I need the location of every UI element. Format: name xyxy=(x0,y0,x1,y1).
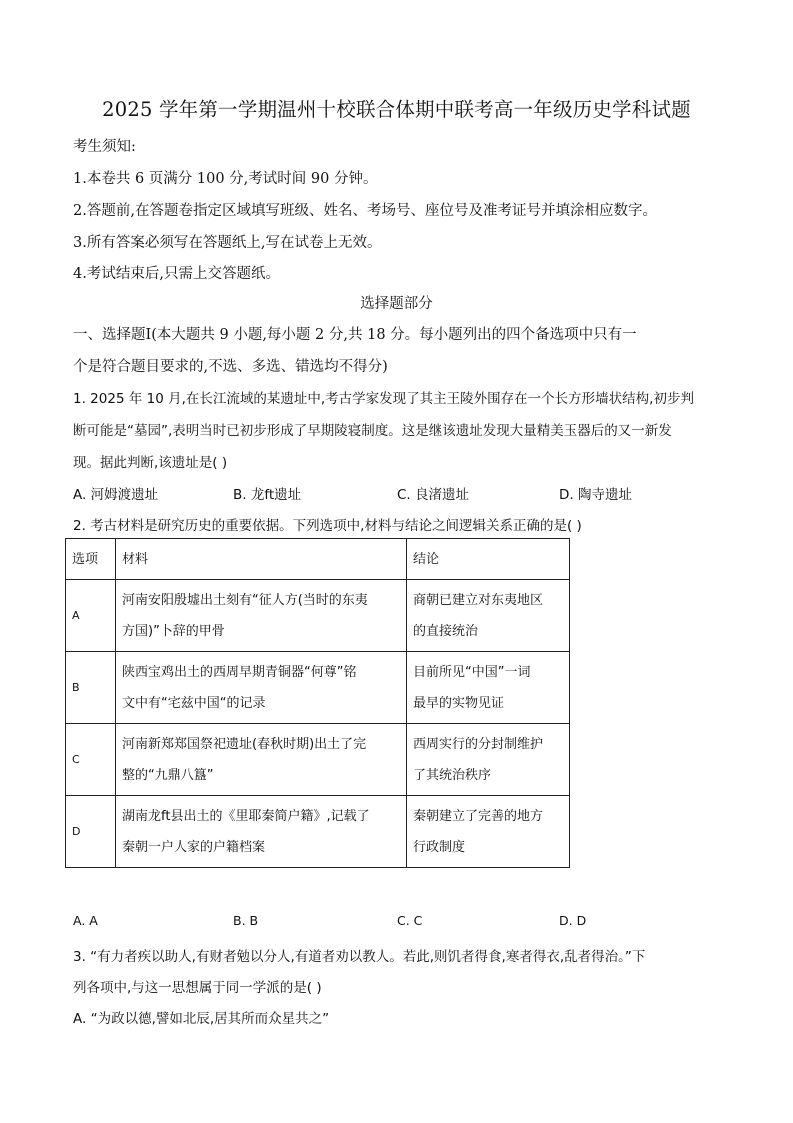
table-row xyxy=(66,580,570,652)
table-header-row xyxy=(66,539,570,580)
table-row xyxy=(66,652,570,724)
q3-option-a[interactable]: A. “为政以德,譬如北辰,居其所而众星共之” xyxy=(73,1011,330,1027)
notice-item-1: 1.本卷共 6 页满分 100 分,考试时间 90 分钟。 xyxy=(73,171,378,187)
conclusion-line: 商朝已建立对东夷地区 xyxy=(413,592,544,608)
material-line: 文中有“宅兹中国“的记录 xyxy=(122,695,266,711)
conclusion-line: 西周实行的分封制维护 xyxy=(413,736,544,752)
q3-stem-line-2: 列各项中,与这一思想属于同一学派的是( ) xyxy=(73,980,322,996)
material-line: 陕西宝鸡出土的西周早期青铜器“何尊”铭 xyxy=(122,664,357,680)
material-line: 整的“九鼎八簋” xyxy=(122,767,214,783)
table-cell-option: D xyxy=(66,796,116,868)
section-instruction-line-1: 一、选择题Ⅰ(本大题共 9 小题,每小题 2 分,共 18 分。每小题列出的四个备选项中只有一 xyxy=(73,327,637,343)
q1-option-c[interactable]: C. 良渚遗址 xyxy=(397,487,470,503)
conclusion-line: 了其统治秩序 xyxy=(413,767,492,783)
table-row xyxy=(66,796,570,868)
conclusion-line: 的直接统治 xyxy=(413,623,479,639)
q1-option-a[interactable]: A. 河姆渡遗址 xyxy=(73,487,159,503)
q1-stem-line-2: 断可能是“墓园”,表明当时已初步形成了早期陵寝制度。这是继该遗址发现大量精美玉器后的又一新发 xyxy=(73,423,672,439)
q3-stem-line-1: 3. “有力者疾以助人,有财者勉以分人,有道者劝以教人。若此,则饥者得食,寒者得衣,乱者得治。”下 xyxy=(73,949,646,965)
notice-item-3: 3.所有答案必须写在答题纸上,写在试卷上无效。 xyxy=(73,235,382,251)
table-header-conclusion: 结论 xyxy=(407,539,570,580)
q2-options xyxy=(73,913,713,933)
conclusion-line: 行政制度 xyxy=(413,839,466,855)
q1-stem-line-1: 1. 2025 年 10 月,在长江流域的某遗址中,考古学家发现了其主王陵外围存在一个长方形墙状结构,初步判 xyxy=(73,391,694,407)
q1-stem-line-3: 现。据此判断,该遗址是( ) xyxy=(73,455,228,471)
exam-title: 2025 学年第一学期温州十校联合体期中联考高一年级历史学科试题 xyxy=(102,98,691,121)
notice-item-2: 2.答题前,在答题卷指定区域填写班级、姓名、考场号、座位号及准考证号并填涂相应数字。 xyxy=(73,203,657,219)
q2-option-b[interactable]: B. B xyxy=(233,913,259,928)
conclusion-line: 秦朝建立了完善的地方 xyxy=(413,808,544,824)
material-line: 河南新郑郑国祭祀遗址(春秋时期)出土了完 xyxy=(122,736,367,752)
material-line: 方国)”卜辞的甲骨 xyxy=(122,623,225,639)
table-cell-option: B xyxy=(66,652,116,724)
table-cell-conclusion xyxy=(407,580,570,652)
table-cell-material xyxy=(116,652,407,724)
q2-option-c[interactable]: C. C xyxy=(397,913,423,928)
table-cell-conclusion xyxy=(407,724,570,796)
table-cell-option: C xyxy=(66,724,116,796)
q2-option-d[interactable]: D. D xyxy=(559,913,587,928)
table-header-material: 材料 xyxy=(116,539,407,580)
notice-heading: 考生须知: xyxy=(73,139,136,155)
q1-options xyxy=(73,483,713,503)
section-title: 选择题部分 xyxy=(360,296,433,312)
notice-item-4: 4.考试结束后,只需上交答题纸。 xyxy=(73,266,280,282)
q2-material-table xyxy=(65,538,570,868)
table-header-option: 选项 xyxy=(66,539,116,580)
material-line: 秦朝一户人家的户籍档案 xyxy=(122,839,266,855)
q1-option-d[interactable]: D. 陶寺遗址 xyxy=(559,487,632,503)
table-cell-option: A xyxy=(66,580,116,652)
table-row xyxy=(66,724,570,796)
section-instruction-line-2: 个是符合题目要求的,不选、多选、错选均不得分) xyxy=(73,359,388,375)
q1-option-b[interactable]: B. 龙ft遗址 xyxy=(233,487,302,503)
material-line: 湖南龙ft县出土的《里耶秦简户籍》,记载了 xyxy=(122,808,370,824)
table-cell-material xyxy=(116,724,407,796)
q2-option-a[interactable]: A. A xyxy=(73,913,98,928)
table-cell-material xyxy=(116,796,407,868)
conclusion-line: 目前所见“中国”一词 xyxy=(413,664,531,680)
table-cell-conclusion xyxy=(407,796,570,868)
conclusion-line: 最早的实物见证 xyxy=(413,695,505,711)
q2-stem: 2. 考古材料是研究历史的重要依据。下列选项中,材料与结论之间逻辑关系正确的是( ) xyxy=(73,518,582,534)
table-cell-conclusion xyxy=(407,652,570,724)
material-line: 河南安阳殷墟出土刻有“征人方(当时的东夷 xyxy=(122,592,368,608)
table-cell-material xyxy=(116,580,407,652)
